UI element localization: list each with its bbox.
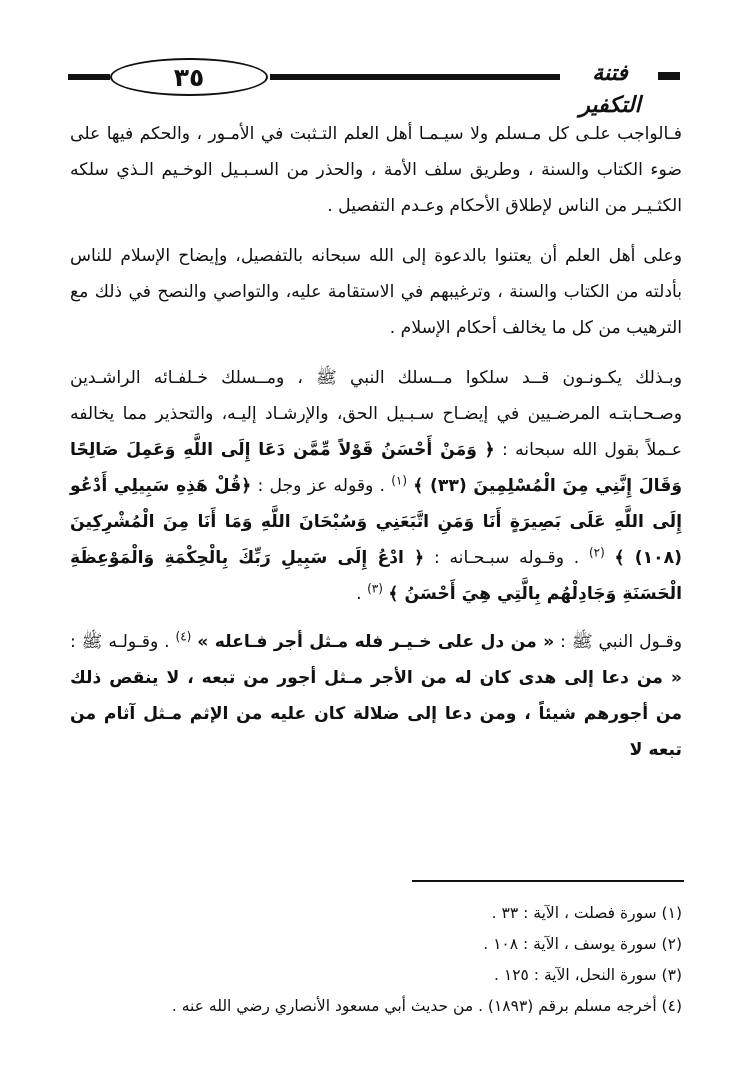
quran-verse-fussilat: ﴿ وَمَنْ أَحْسَنُ قَوْلاً مِّمَّن دَعَا إِلَى اللَّهِ وَعَمِلَ صَالِحًا وَقَالَ إِنَّنِي مِنَ الْمُسْلِمِينَ (٣٣) ﴾ [70, 440, 683, 496]
running-title: فتنة التكفير [579, 61, 641, 118]
header-rule-right [270, 74, 560, 80]
hadith-1: « من دل على خـيـر فله مـثل أجر فـاعله » [197, 632, 555, 652]
footnote-4: (٤) أخرجه مسلم برقم (١٨٩٣) . من حديث أبي مسعود الأنصاري رضي الله عنه . [171, 997, 682, 1015]
footnote-separator [412, 880, 684, 882]
paragraph-4-intro: وقـول النبي ﷺ : [560, 632, 682, 652]
quran-verse-yusuf: ﴿قُلْ هَذِهِ سَبِيلِي أَدْعُو إِلَى اللَّهِ عَلَى بَصِيرَةٍ أَنَا وَمَنِ اتَّبَعَنِي وَسُبْحَانَ اللَّهِ وَمَا أَنَا مِنَ الْمُشْرِكِينَ (١٠٨) ﴾ [70, 476, 682, 568]
paragraph-2: وعلى أهل العلم أن يعتنوا بالدعوة إلى الله سبحانه بالتفصيل، وإيضاح الإسلام للناس بأدلته من الكتاب والسنة ، وترغيبهم في الاستقامة عليه، والتواصي والنصح في ذلك مع الترهيب من كل ما يخالف أحكام الإسلام . [70, 246, 682, 338]
quran-verse-nahl: ﴿ ادْعُ إِلَى سَبِيلِ رَبِّكَ بِالْحِكْمَةِ وَالْمَوْعِظَةِ الْحَسَنَةِ وَجَادِلْهُم بِالَّتِي هِيَ أَحْسَنُ ﴾ [70, 548, 682, 604]
footnote-2: (٢) سورة يوسف ، الآية : ١٠٨ . [483, 935, 682, 953]
page-header [68, 52, 680, 118]
paragraph-3-mid-2: . وقـوله سبـحـانه : [433, 548, 580, 568]
footnote-1: (١) سورة فصلت ، الآية : ٣٣ . [491, 904, 682, 922]
footnote-ref-2[interactable]: (٢) [588, 545, 605, 560]
paragraph-3 [70, 360, 682, 612]
footnote-ref-3[interactable]: (٣) [367, 581, 383, 596]
paragraph-3-intro: وبـذلك يكـونـون قــد سلكوا مــسلك النبي ﷺ ، ومــسلك خـلفـائه الراشـدين وصـحـابتـه المرضـيين في إيضـاح سـبـيل الحق، والإرشـاد إليـه، والتحذير مما يخالفه عـملاً بقول الله سبحانه : [70, 368, 683, 460]
header-rule-left [68, 74, 110, 80]
paragraph-4-mid: . وقـولـه ﷺ : [70, 632, 170, 652]
footnotes [70, 898, 682, 1022]
paragraph-4 [70, 624, 682, 768]
main-text [70, 116, 682, 782]
hadith-2: « من دعا إلى هدى كان له من الأجر مـثل أجور من تبعه ، لا ينقص ذلك من أجورهم شيئاً ، ومن دعا إلى ضلالة كان عليه من الإثم مـثل آثام من تبعه لا [70, 668, 682, 760]
footnote-ref-1[interactable]: (١) [391, 473, 408, 488]
footnote-3: (٣) سورة النحل، الآية : ١٢٥ . [494, 966, 682, 984]
footnote-ref-4[interactable]: (٤) [175, 629, 192, 644]
paragraph-3-mid-1: . وقوله عز وجل : [257, 476, 386, 496]
page-number: ٣٥ [110, 58, 268, 96]
header-end-bar [658, 72, 680, 80]
paragraph-3-end: . [356, 584, 362, 604]
paragraph-1: فـالواجب علـى كل مـسلم ولا سيـمـا أهل العلم التـثبت في الأمـور ، والحكم فيها على ضوء الكتاب والسنة ، وطريق سلف الأمة ، والحذر من السـبـيل الوخـيم الـذي سلكه الكثـيـر من الناس لإطلاق الأحكام وعـدم التفصيل . [70, 124, 682, 216]
